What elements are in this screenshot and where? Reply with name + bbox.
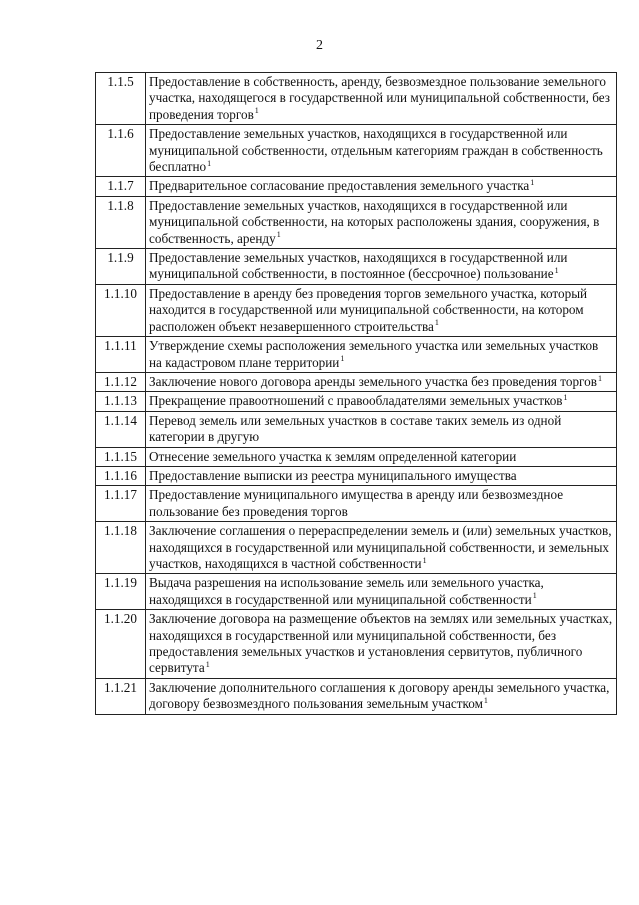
service-description-text: Предоставление в аренду без проведения торгов земельного участка, который находится в государственной или муниципальной собственности, на котором расположен объект незавершенного строительства xyxy=(149,285,588,334)
service-description-text: Отнесение земельного участка к землям определенной категории xyxy=(149,448,517,464)
table-row xyxy=(96,486,617,522)
table-row xyxy=(96,466,617,485)
service-number: 1.1.20 xyxy=(96,610,146,679)
footnote-marker: 1 xyxy=(254,106,259,116)
footnote-marker: 1 xyxy=(532,591,537,601)
footnote-marker: 1 xyxy=(483,695,488,705)
service-description xyxy=(146,177,617,196)
table-row xyxy=(96,372,617,391)
table-row xyxy=(96,73,617,125)
service-description xyxy=(146,372,617,391)
service-description-text: Выдача разрешения на использование земель или земельного участка, находящихся в государственной или муниципальной собственности xyxy=(149,575,544,607)
service-description xyxy=(146,337,617,373)
service-description-text: Предоставление в собственность, аренду, безвозмездное пользование земельного участка, находящегося в государственной или муниципальной собственности, без проведения торгов xyxy=(149,74,611,122)
service-description xyxy=(146,447,617,466)
service-description-text: Утверждение схемы расположения земельного участка или земельных участков на кадастровом плане территории xyxy=(149,338,599,370)
service-number: 1.1.11 xyxy=(96,337,146,373)
service-number: 1.1.13 xyxy=(96,392,146,411)
service-number: 1.1.6 xyxy=(96,125,146,177)
services-table xyxy=(95,72,617,715)
footnote-marker: 1 xyxy=(340,354,345,364)
service-number: 1.1.21 xyxy=(96,678,146,714)
service-number: 1.1.18 xyxy=(96,522,146,574)
table-row xyxy=(96,125,617,177)
services-table-body xyxy=(96,73,617,715)
footnote-marker: 1 xyxy=(530,178,535,188)
service-description-text: Предоставление земельных участков, находящихся в государственной или муниципальной собственности, в постоянное (бессрочное) пользование xyxy=(149,250,568,282)
service-number: 1.1.7 xyxy=(96,177,146,196)
service-number: 1.1.5 xyxy=(96,73,146,125)
table-row xyxy=(96,284,617,336)
table-row xyxy=(96,249,617,285)
service-description xyxy=(146,678,617,714)
service-number: 1.1.16 xyxy=(96,466,146,485)
service-number: 1.1.19 xyxy=(96,574,146,610)
service-description xyxy=(146,522,617,574)
service-description-text: Предоставление выписки из реестра муниципального имущества xyxy=(149,467,517,483)
service-number: 1.1.8 xyxy=(96,196,146,248)
table-row xyxy=(96,610,617,679)
table-row xyxy=(96,522,617,574)
table-row xyxy=(96,337,617,373)
service-number: 1.1.10 xyxy=(96,284,146,336)
service-description-text: Прекращение правоотношений с правообладателями земельных участков xyxy=(149,393,563,409)
footnote-marker: 1 xyxy=(434,318,439,328)
table-row xyxy=(96,574,617,610)
table-row xyxy=(96,411,617,447)
service-description xyxy=(146,486,617,522)
footnote-marker: 1 xyxy=(597,373,602,383)
table-row xyxy=(96,177,617,196)
service-description xyxy=(146,574,617,610)
footnote-marker: 1 xyxy=(563,392,568,402)
service-number: 1.1.15 xyxy=(96,447,146,466)
footnote-marker: 1 xyxy=(276,230,281,240)
service-description-text: Заключение дополнительного соглашения к договору аренды земельного участка, договору безвозмездного пользования земельным участком xyxy=(149,679,610,712)
service-description-text: Заключение нового договора аренды земельного участка без проведения торгов xyxy=(149,373,597,389)
table-row xyxy=(96,447,617,466)
service-description xyxy=(146,73,617,125)
service-description-text: Перевод земель или земельных участков в составе таких земель из одной категории в другую xyxy=(149,412,562,445)
service-description-text: Предоставление земельных участков, находящихся в государственной или муниципальной собственности, на которых расположены здания, сооружения, в собственность, аренду xyxy=(149,197,600,246)
service-number: 1.1.14 xyxy=(96,411,146,447)
service-description xyxy=(146,610,617,679)
service-description xyxy=(146,466,617,485)
footnote-marker: 1 xyxy=(422,555,427,565)
service-description-text: Предоставление муниципального имущества в аренду или безвозмездное пользование без проведения торгов xyxy=(149,487,564,519)
service-description xyxy=(146,125,617,177)
service-description xyxy=(146,411,617,447)
footnote-marker: 1 xyxy=(554,266,559,276)
service-description-text: Заключение соглашения о перераспределении земель и (или) земельных участков, находящихся в государственной или муниципальной собственности, и земельных участков, находящихся в частной собственности xyxy=(149,523,612,571)
footnote-marker: 1 xyxy=(205,660,210,670)
table-row xyxy=(96,196,617,248)
service-description-text: Предоставление земельных участков, находящихся в государственной или муниципальной собственности, отдельным категориям граждан в собственность бесплатно xyxy=(149,126,603,175)
service-number: 1.1.17 xyxy=(96,486,146,522)
service-description-text: Предварительное согласование предоставления земельного участка xyxy=(149,178,530,194)
page-number: 2 xyxy=(316,38,323,53)
service-number: 1.1.12 xyxy=(96,372,146,391)
table-row xyxy=(96,392,617,411)
table-row xyxy=(96,678,617,714)
service-number: 1.1.9 xyxy=(96,249,146,285)
service-description-text: Заключение договора на размещение объектов на землях или земельных участках, находящихся в государственной или муниципальной собственности, без предоставления земельных участков и установления сервитутов, публичного сервитута xyxy=(149,611,613,676)
service-description xyxy=(146,196,617,248)
service-description xyxy=(146,284,617,336)
footnote-marker: 1 xyxy=(207,158,212,168)
service-description xyxy=(146,249,617,285)
service-description xyxy=(146,392,617,411)
